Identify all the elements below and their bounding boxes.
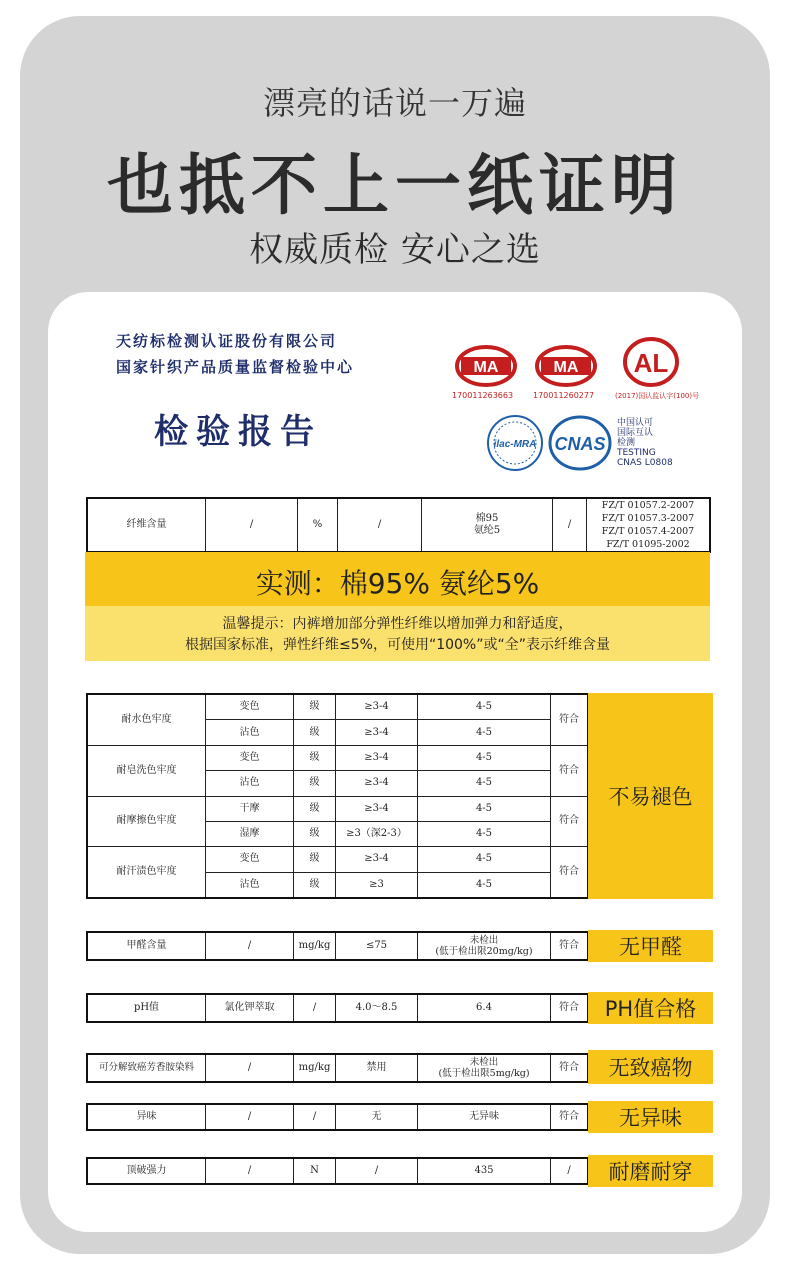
- table-row: [88, 995, 588, 1022]
- table-row: [88, 1105, 588, 1130]
- cma-number-1: 170011263663: [452, 391, 514, 400]
- unit-cell: /: [294, 1105, 336, 1130]
- note-line-2: 根据国家标准，弹性纤维≤5%，可使用“100%”或“全”表示纤维含量: [185, 637, 610, 653]
- headline-sub: 权威质检 安心之选: [249, 230, 541, 270]
- cma-logo-2-mark: MA: [553, 359, 579, 376]
- method-cell: /: [206, 1159, 294, 1184]
- fiber-item: 纤维含量: [88, 499, 206, 552]
- req-cell: 禁用: [336, 1055, 418, 1082]
- cf-judge: 符合: [551, 847, 588, 898]
- cnas-text: [617, 418, 673, 468]
- result-cell: 435: [418, 1159, 551, 1184]
- unit-cell: mg/kg: [294, 1055, 336, 1082]
- table-row: [88, 695, 588, 720]
- formaldehyde-table: [87, 932, 588, 960]
- cf-req: ≥3（深2-3）: [336, 821, 418, 846]
- cal-caption: (2017)国认监认字(100)号: [615, 392, 700, 400]
- standard-line: FZ/T 01057.3-2007: [601, 513, 695, 524]
- item-cell: 甲醛含量: [88, 933, 206, 960]
- ph-tag: PH值合格: [588, 992, 713, 1024]
- req-cell: 无: [336, 1105, 418, 1130]
- cf-unit: 级: [294, 872, 336, 897]
- fiber-standards: [587, 499, 710, 552]
- cf-unit: 级: [294, 796, 336, 821]
- cf-sub: 沾色: [206, 872, 294, 897]
- judge-cell: 符合: [551, 1105, 588, 1130]
- cf-result: 4-5: [418, 847, 551, 872]
- table-row: [88, 745, 588, 770]
- unit-cell: mg/kg: [294, 933, 336, 960]
- fiber-table: [87, 498, 710, 552]
- standard-line: FZ/T 01095-2002: [606, 539, 690, 550]
- cf-req: ≥3-4: [336, 745, 418, 770]
- table-row: [88, 933, 588, 960]
- cma-logo-2: [535, 345, 597, 387]
- table-row: [88, 847, 588, 872]
- cf-sub: 变色: [206, 847, 294, 872]
- odor-tag: 无异味: [588, 1101, 713, 1133]
- method-cell: /: [206, 933, 294, 960]
- req-cell: ≤75: [336, 933, 418, 960]
- cma-logo-1: [455, 345, 517, 387]
- cma-logo-1-mark: MA: [473, 359, 499, 376]
- result-line: 未检出: [469, 935, 499, 946]
- ph-table: [87, 994, 588, 1022]
- org-name-2: 国家针织产品质量监督检验中心: [116, 358, 355, 376]
- cf-result: 4-5: [418, 745, 551, 770]
- method-cell: /: [206, 1055, 294, 1082]
- result-cell: 无异味: [418, 1105, 551, 1130]
- item-cell: 异味: [88, 1105, 206, 1130]
- cf-sub: 沾色: [206, 771, 294, 796]
- result-line: (低于检出限20mg/kg): [435, 946, 533, 957]
- cf-unit: 级: [294, 821, 336, 846]
- cnas-logo: [548, 414, 612, 472]
- cf-req: ≥3-4: [336, 771, 418, 796]
- cf-judge: 符合: [551, 695, 588, 746]
- cf-result: 4-5: [418, 771, 551, 796]
- fiber-unit: %: [298, 499, 338, 552]
- cnas-text-line: CNAS L0808: [617, 458, 673, 468]
- fiber-result-line: 氨纶5: [473, 525, 501, 536]
- cf-sub: 变色: [206, 745, 294, 770]
- cf-item: 耐汗渍色牢度: [88, 847, 206, 898]
- result-cell: [418, 1055, 551, 1082]
- item-cell: pH值: [88, 995, 206, 1022]
- burst-tag: 耐磨耐穿: [588, 1155, 713, 1187]
- formaldehyde-tag: 无甲醛: [588, 930, 713, 962]
- result-cell: [418, 933, 551, 960]
- cf-judge: 符合: [551, 796, 588, 847]
- cf-req: ≥3-4: [336, 796, 418, 821]
- standard-line: FZ/T 01057.2-2007: [601, 500, 695, 511]
- headline-main: 也抵不上一纸证明: [107, 147, 683, 224]
- fiber-result-line: 棉95: [475, 513, 499, 524]
- cf-unit: 级: [294, 720, 336, 745]
- result-line: 未检出: [469, 1057, 499, 1068]
- method-cell: 氯化钾萃取: [206, 995, 294, 1022]
- cf-sub: 干摩: [206, 796, 294, 821]
- cf-item: 耐摩擦色牢度: [88, 796, 206, 847]
- cf-result: 4-5: [418, 720, 551, 745]
- azo-tag: 无致癌物: [588, 1050, 713, 1084]
- cf-judge: 符合: [551, 745, 588, 796]
- judge-cell: 符合: [551, 933, 588, 960]
- item-cell: 顶破强力: [88, 1159, 206, 1184]
- cnas-text-line: 国际互认: [617, 428, 654, 438]
- fiber-result: [422, 499, 553, 552]
- cnas-text-line: 中国认可: [617, 418, 654, 428]
- cf-req: ≥3-4: [336, 847, 418, 872]
- table-row: [88, 499, 710, 552]
- cf-sub: 变色: [206, 695, 294, 720]
- fiber-req: /: [338, 499, 422, 552]
- cf-req: ≥3-4: [336, 695, 418, 720]
- req-cell: 4.0～8.5: [336, 995, 418, 1022]
- table-row: [88, 796, 588, 821]
- cf-result: 4-5: [418, 872, 551, 897]
- colorfast-table: [87, 694, 588, 898]
- cf-item: 耐皂洗色牢度: [88, 745, 206, 796]
- measured-text: 实测：棉95% 氨纶5%: [255, 567, 540, 600]
- cf-result: 4-5: [418, 821, 551, 846]
- cnas-text-line: TESTING: [617, 448, 656, 458]
- standard-line: FZ/T 01057.4-2007: [601, 526, 695, 537]
- fiber-judge: /: [553, 499, 587, 552]
- unit-cell: N: [294, 1159, 336, 1184]
- ilac-mra-logo: [486, 414, 544, 472]
- azo-table: [87, 1054, 588, 1082]
- cma-number-2: 170011260277: [533, 391, 595, 400]
- cal-logo: [622, 336, 680, 388]
- judge-cell: 符合: [551, 1055, 588, 1082]
- result-line: (低于检出限5mg/kg): [438, 1068, 530, 1079]
- cf-result: 4-5: [418, 796, 551, 821]
- cf-item: 耐水色牢度: [88, 695, 206, 746]
- unit-cell: /: [294, 995, 336, 1022]
- cf-unit: 级: [294, 847, 336, 872]
- cf-unit: 级: [294, 771, 336, 796]
- cf-req: ≥3: [336, 872, 418, 897]
- cf-sub: 湿摩: [206, 821, 294, 846]
- judge-cell: 符合: [551, 995, 588, 1022]
- note-line-1: 温馨提示：内裤增加部分弹性纤维以增加弹力和舒适度，: [222, 616, 573, 632]
- cf-unit: 级: [294, 745, 336, 770]
- cf-result: 4-5: [418, 695, 551, 720]
- judge-cell: /: [551, 1159, 588, 1184]
- ilac-mra-logo-mark: ilac-MRA: [493, 439, 537, 450]
- headline-top: 漂亮的话说一万遍: [262, 84, 527, 122]
- odor-table: [87, 1104, 588, 1130]
- cf-sub: 沾色: [206, 720, 294, 745]
- report-title: 检验报告: [154, 412, 322, 452]
- colorfast-tag: 不易褪色: [588, 693, 713, 899]
- fiber-c2: /: [206, 499, 298, 552]
- item-cell: 可分解致癌芳香胺染料: [88, 1055, 206, 1082]
- cf-unit: 级: [294, 695, 336, 720]
- result-cell: 6.4: [418, 995, 551, 1022]
- burst-table: [87, 1158, 588, 1184]
- method-cell: /: [206, 1105, 294, 1130]
- cnas-logo-mark: CNAS: [554, 434, 606, 454]
- cf-req: ≥3-4: [336, 720, 418, 745]
- cnas-text-line: 检测: [617, 438, 636, 448]
- table-row: [88, 1055, 588, 1082]
- cal-logo-mark: AL: [633, 348, 669, 378]
- org-name-1: 天纺标检测认证股份有限公司: [116, 332, 338, 350]
- table-row: [88, 1159, 588, 1184]
- req-cell: /: [336, 1159, 418, 1184]
